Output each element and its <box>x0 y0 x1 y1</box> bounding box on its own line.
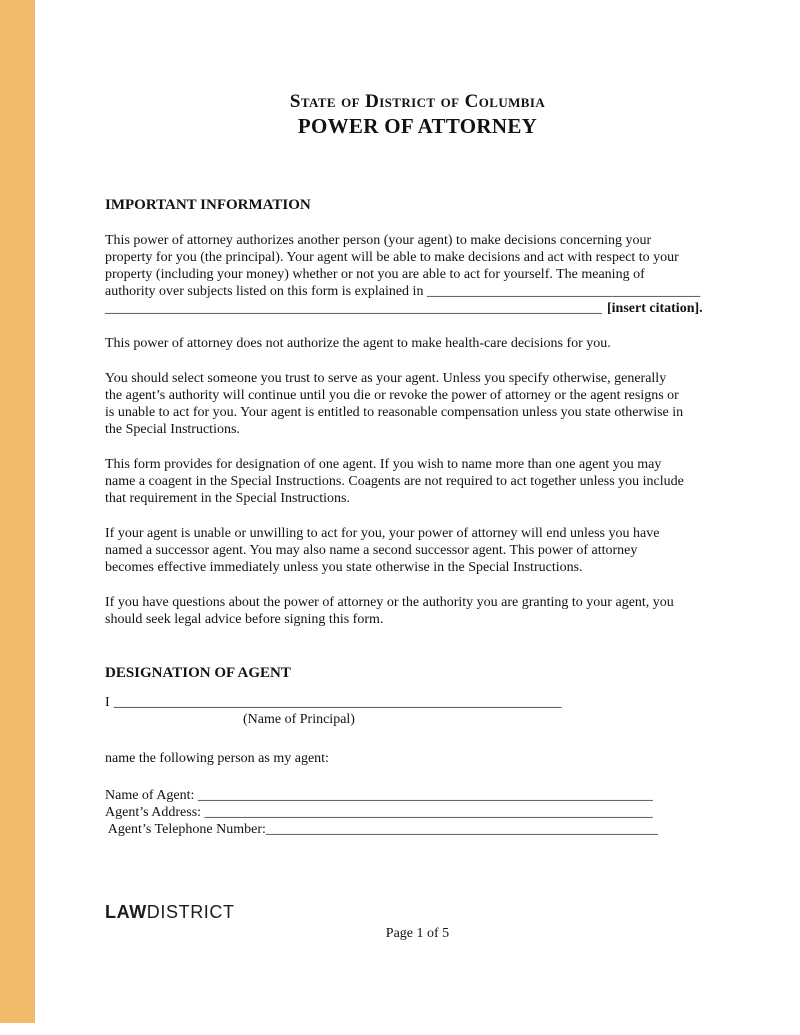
paragraph-agent-selection <box>105 370 730 438</box>
paragraph-line: the agent’s authority will continue until you die or revoke the power of attorney or the agent resigns or <box>105 388 679 403</box>
paragraph-coagents <box>105 456 730 507</box>
agent-phone-label: Agent’s Telephone Number: <box>105 822 266 837</box>
agent-designation-intro: name the following person as my agent: <box>105 751 329 766</box>
paragraph-healthcare-exclusion <box>105 335 730 352</box>
agent-name-row <box>105 787 730 804</box>
agent-phone-row <box>105 821 730 838</box>
citation-line <box>105 300 730 317</box>
paragraph-line-with-blank: authority over subjects listed on this form is explained in _______________________________________ <box>105 284 700 299</box>
page-number: Page 1 of 5 <box>385 926 450 941</box>
citation-blank-line[interactable]: _______________________________________________________________________ <box>105 301 602 316</box>
principal-name-blank[interactable]: ________________________________________________________________ <box>113 695 562 710</box>
lawdistrict-logo-law: LAW <box>105 902 147 922</box>
agent-fields <box>105 787 730 838</box>
paragraph-line: should seek legal advice before signing this form. <box>105 612 384 627</box>
paragraph-authorization <box>105 232 730 317</box>
agent-address-blank[interactable]: ________________________________________________________________ <box>204 805 653 820</box>
lawdistrict-logo-district: DISTRICT <box>146 902 235 922</box>
agent-name-label: Name of Agent: <box>105 788 198 803</box>
lawdistrict-logo <box>105 902 730 922</box>
document-title-main: POWER OF ATTORNEY <box>297 114 538 138</box>
paragraph-successor-agent <box>105 525 730 576</box>
paragraph-line: If your agent is unable or unwilling to act for you, your power of attorney will end unless you have <box>105 526 660 541</box>
agent-name-blank[interactable]: _________________________________________________________________ <box>197 788 653 803</box>
paragraph-line: This power of attorney authorizes another person (your agent) to make decisions concerning your <box>105 233 652 248</box>
paragraph-legal-advice <box>105 594 730 628</box>
agent-address-row <box>105 804 730 821</box>
paragraph-line: becomes effective immediately unless you state otherwise in the Special Instructions. <box>105 560 583 575</box>
paragraph-line: property (including your money) whether or not you are able to act for yourself. The meaning of <box>105 267 645 282</box>
principal-name-caption: (Name of Principal) <box>243 712 355 727</box>
agent-phone-blank[interactable]: ________________________________________________________ <box>265 822 658 837</box>
paragraph-line: is unable to act for you. Your agent is entitled to reasonable compensation unless you state otherwise in <box>105 405 684 420</box>
agent-address-label: Agent’s Address: <box>105 805 205 820</box>
principal-name-line <box>105 694 730 711</box>
paragraph-line: named a successor agent. You may also name a second successor agent. This power of attorney <box>105 543 638 558</box>
insert-citation-placeholder: [insert citation]. <box>607 301 703 316</box>
principal-prefix: I <box>105 695 110 710</box>
paragraph-line: that requirement in the Special Instructions. <box>105 491 350 506</box>
paragraph-line: You should select someone you trust to serve as your agent. Unless you specify otherwise, generally <box>105 371 667 386</box>
section-heading-important-information: IMPORTANT INFORMATION <box>105 197 311 213</box>
page-edge-stripe <box>0 0 35 1023</box>
paragraph-line: property for you (the principal). Your agent will be able to make decisions and act with respect to your <box>105 250 679 265</box>
section-heading-designation-of-agent: DESIGNATION OF AGENT <box>105 665 291 681</box>
paragraph-line: This power of attorney does not authorize the agent to make health-care decisions for you. <box>105 336 611 351</box>
paragraph-line: This form provides for designation of one agent. If you wish to name more than one agent you may <box>105 457 662 472</box>
paragraph-line: If you have questions about the power of attorney or the authority you are granting to your agent, you <box>105 595 674 610</box>
paragraph-line: the Special Instructions. <box>105 422 240 437</box>
paragraph-line: name a coagent in the Special Instructions. Coagents are not required to act together unless you include <box>105 474 684 489</box>
document-title-block <box>105 90 730 139</box>
document-page <box>35 0 800 1035</box>
document-title-state: State of District of Columbia <box>289 91 546 112</box>
